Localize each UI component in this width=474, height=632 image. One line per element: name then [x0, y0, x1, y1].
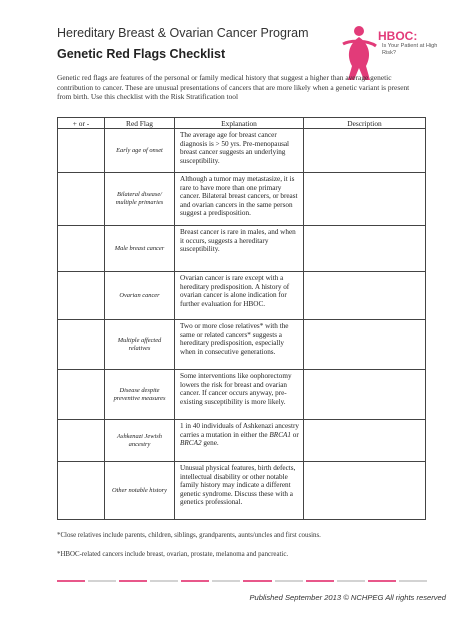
stripe-segment — [119, 580, 147, 582]
red-flags-table — [57, 117, 426, 520]
description-cell[interactable] — [304, 226, 426, 272]
stripe-segment — [88, 580, 116, 582]
explanation-cell: Unusual physical features, birth defects, intellectual disability or other notable family history may indicate a different genetic syndrome. Discuss these with a genetics professional. — [175, 462, 304, 520]
stripe-segment — [368, 580, 396, 582]
footnote-close-relatives: *Close relatives include parents, children, siblings, grandparents, aunts/uncles and first cousins. — [57, 532, 321, 539]
description-cell[interactable] — [304, 370, 426, 420]
plus-minus-cell[interactable] — [58, 173, 105, 226]
description-cell[interactable] — [304, 173, 426, 226]
header-description: Description — [304, 118, 426, 129]
logo-name: HBOC: — [378, 29, 418, 43]
red-flag-cell: Other notable history — [105, 462, 175, 520]
header-red-flag: Red Flag — [105, 118, 175, 129]
table-row — [58, 320, 426, 370]
table-row — [58, 462, 426, 520]
program-name: Hereditary Breast & Ovarian Cancer Program — [57, 26, 309, 40]
page-title: Genetic Red Flags Checklist — [57, 47, 226, 61]
red-flag-cell: Male breast cancer — [105, 226, 175, 272]
explanation-cell: Two or more close relatives* with the same or related cancers* suggests a hereditary predisposition, especially when in consecutive generations. — [175, 320, 304, 370]
intro-paragraph: Genetic red flags are features of the personal or family medical history that suggest a higher than average genetic contribution to cancer. These are unusual presentations of cancers that are more likely when a genetic variant is present from birth. Use this checklist with the Risk Stratification tool — [57, 73, 410, 102]
footnote-related-cancers: *HBOC-related cancers include breast, ovarian, prostate, melanoma and pancreatic. — [57, 550, 289, 558]
red-flag-cell: Ashkenazi Jewish ancestry — [105, 420, 175, 462]
table-header-row — [58, 118, 426, 129]
footnotes — [57, 532, 427, 569]
red-flag-cell: Ovarian cancer — [105, 272, 175, 320]
red-flag-cell: Multiple affected relatives — [105, 320, 175, 370]
table-row — [58, 420, 426, 462]
description-cell[interactable] — [304, 420, 426, 462]
red-flag-cell: Disease despite preventive measures — [105, 370, 175, 420]
red-flag-cell: Early age of onset — [105, 129, 175, 173]
plus-minus-cell[interactable] — [58, 420, 105, 462]
table-row — [58, 370, 426, 420]
table-row — [58, 129, 426, 173]
description-cell[interactable] — [304, 272, 426, 320]
stripe-segment — [399, 580, 427, 582]
table-row — [58, 272, 426, 320]
header-explanation: Explanation — [175, 118, 304, 129]
explanation-cell: 1 in 40 individuals of Ashkenazi ancestry carries a mutation in either the BRCA1 or BRCA2 gene. — [175, 420, 304, 462]
plus-minus-cell[interactable] — [58, 226, 105, 272]
description-cell[interactable] — [304, 320, 426, 370]
explanation-cell: Although a tumor may metastasize, it is rare to have more than one primary cancer. Bilateral breast cancers, or breast and ovarian cancers in the same person suggest a predisposition. — [175, 173, 304, 226]
gene-brca2: BRCA2 — [180, 439, 202, 448]
red-flag-cell: Bilateral disease/ multiple primaries — [105, 173, 175, 226]
stripe-segment — [181, 580, 209, 582]
table-row — [58, 173, 426, 226]
explanation-cell: Breast cancer is rare in males, and when it occurs, suggests a hereditary susceptibility. — [175, 226, 304, 272]
stripe-segment — [243, 580, 271, 582]
stripe-segment — [275, 580, 303, 582]
table-row — [58, 226, 426, 272]
stripe-segment — [57, 580, 85, 582]
plus-minus-cell[interactable] — [58, 462, 105, 520]
plus-minus-cell[interactable] — [58, 370, 105, 420]
description-cell[interactable] — [304, 462, 426, 520]
stripe-segment — [337, 580, 365, 582]
explanation-cell: The average age for breast cancer diagnosis is > 50 yrs. Pre-menopausal breast cancer suggests an underlying susceptibility. — [175, 129, 304, 173]
stripe-segment — [150, 580, 178, 582]
plus-minus-cell[interactable] — [58, 320, 105, 370]
stripe-segment — [306, 580, 334, 582]
stripe-segment — [212, 580, 240, 582]
logo-tagline: Is Your Patient at High Risk? — [382, 43, 438, 56]
plus-minus-cell[interactable] — [58, 272, 105, 320]
decorative-stripe — [57, 580, 427, 582]
explanation-cell: Some interventions like oophorectomy lowers the risk for breast and ovarian cancer. If cancer occurs anyway, pre-existing susceptibility is more likely. — [175, 370, 304, 420]
plus-minus-cell[interactable] — [58, 129, 105, 173]
publication-footer: Published September 2013 © NCHPEG All rights reserved — [249, 593, 446, 602]
document-header — [57, 26, 317, 61]
gene-brca1: BRCA1 — [269, 430, 291, 439]
description-cell[interactable] — [304, 129, 426, 173]
header-plus-minus: + or - — [58, 118, 105, 129]
explanation-cell: Ovarian cancer is rare except with a hereditary predisposition. A history of ovarian cancer is alone indication for further evaluation for HBOC. — [175, 272, 304, 320]
